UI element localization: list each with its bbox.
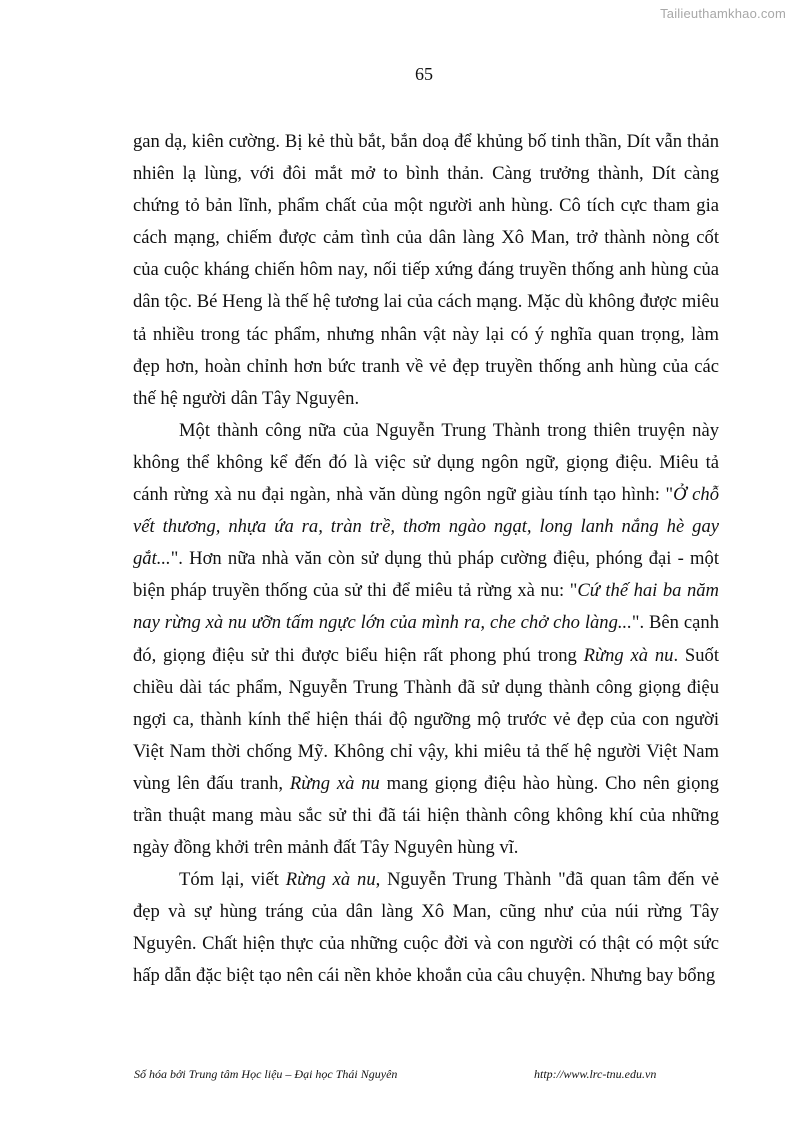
paragraph-3-text: Tóm lại, viết	[179, 869, 286, 891]
body-text	[133, 126, 719, 993]
quote-xa-nu-sap: Ở chỗ vết thương, nhựa ứa ra, tràn trề, thơm ngào ngạt, long lanh nắng hè gay gắt...	[133, 484, 719, 570]
work-title: Rừng xà nu	[289, 772, 380, 794]
paragraph-2-text: ". Bên cạnh đó, giọng điệu sử thi được biểu hiện rất phong phú trong	[133, 612, 719, 666]
paragraph-2-text: mang giọng điệu hào hùng. Cho nên giọng trần thuật mang màu sắc sử thi đã tái hiện thành công không khí của những ngày đồng khởi trên mảnh đất Tây Nguyên hùng vĩ.	[133, 772, 719, 859]
paragraph-1-text: gan dạ, kiên cường. Bị kẻ thù bắt, bắn doạ để khủng bố tinh thần, Dít vẫn thản nhiên lạ lùng, với đôi mắt mở to bình thản. Càng trưởng thành, Dít càng chứng tỏ bản lĩnh, phẩm chất của một người anh hùng. Cô tích cực tham gia cách mạng, chiếm được cảm tình của dân làng Xô Man, trở thành nòng cốt của cuộc kháng chiến hôm nay, nối tiếp xứng đáng truyền thống anh hùng của dân tộc. Bé Heng là thế hệ tương lai của cách mạng. Mặc dù không được miêu tả nhiều trong tác phẩm, nhưng nhân vật này lại có ý nghĩa quan trọng, làm đẹp hơn, hoàn chỉnh hơn bức tranh về vẻ đẹp truyền thống anh hùng của các thế hệ người dân Tây Nguyên.	[133, 131, 719, 409]
paragraph-3-text: , Nguyễn Trung Thành "đã quan tâm đến vẻ đẹp và sự hùng tráng của dân làng Xô Man, cũng như của núi rừng Tây Nguyên. Chất hiện thực của những cuộc đời và con người có thật có một sức hấp dẫn đặc biệt tạo nên cái nền khỏe khoắn của câu chuyện. Nhưng bay bổng	[133, 869, 719, 987]
paragraph-2-text: . Suốt chiều dài tác phẩm, Nguyễn Trung Thành đã sử dụng thành công giọng điệu ngợi ca, thành kính thể hiện thái độ ngưỡng mộ trước vẻ đẹp của con người Việt Nam thời chống Mỹ. Không chỉ vậy, khi miêu tả thế hệ người Việt Nam vùng lên đấu tranh,	[133, 644, 719, 794]
watermark-text: Tailieuthamkhao.com	[660, 6, 786, 21]
quote-rung-xa-nu: Cứ thế hai ba năm nay rừng xà nu ưỡn tấm ngực lớn của mình ra, che chở cho làng...	[133, 580, 719, 634]
footer-url: http://www.lrc-tnu.edu.vn	[534, 1067, 657, 1081]
paragraph-2-text: Một thành công nữa của Nguyễn Trung Thành trong thiên truyện này không thể không kể đến đó là việc sử dụng ngôn ngữ, giọng điệu. Miêu tả cánh rừng xà nu đại ngàn, nhà văn dùng ngôn ngữ giàu tính tạo hình: "	[133, 419, 719, 506]
page-number: 65	[415, 64, 433, 84]
work-title: Rừng xà nu	[583, 644, 674, 666]
paragraph-2	[133, 415, 719, 864]
paragraph-3	[133, 864, 719, 992]
paragraph-2-text: ". Hơn nữa nhà văn còn sử dụng thủ pháp cường điệu, phóng đại - một biện pháp truyền thống của sử thi để miêu tả rừng xà nu: "	[133, 548, 719, 602]
work-title: Rừng xà nu	[285, 869, 376, 891]
footer-source: Số hóa bởi Trung tâm Học liệu – Đại học Thái Nguyên	[134, 1067, 398, 1081]
paragraph-1	[133, 126, 719, 415]
